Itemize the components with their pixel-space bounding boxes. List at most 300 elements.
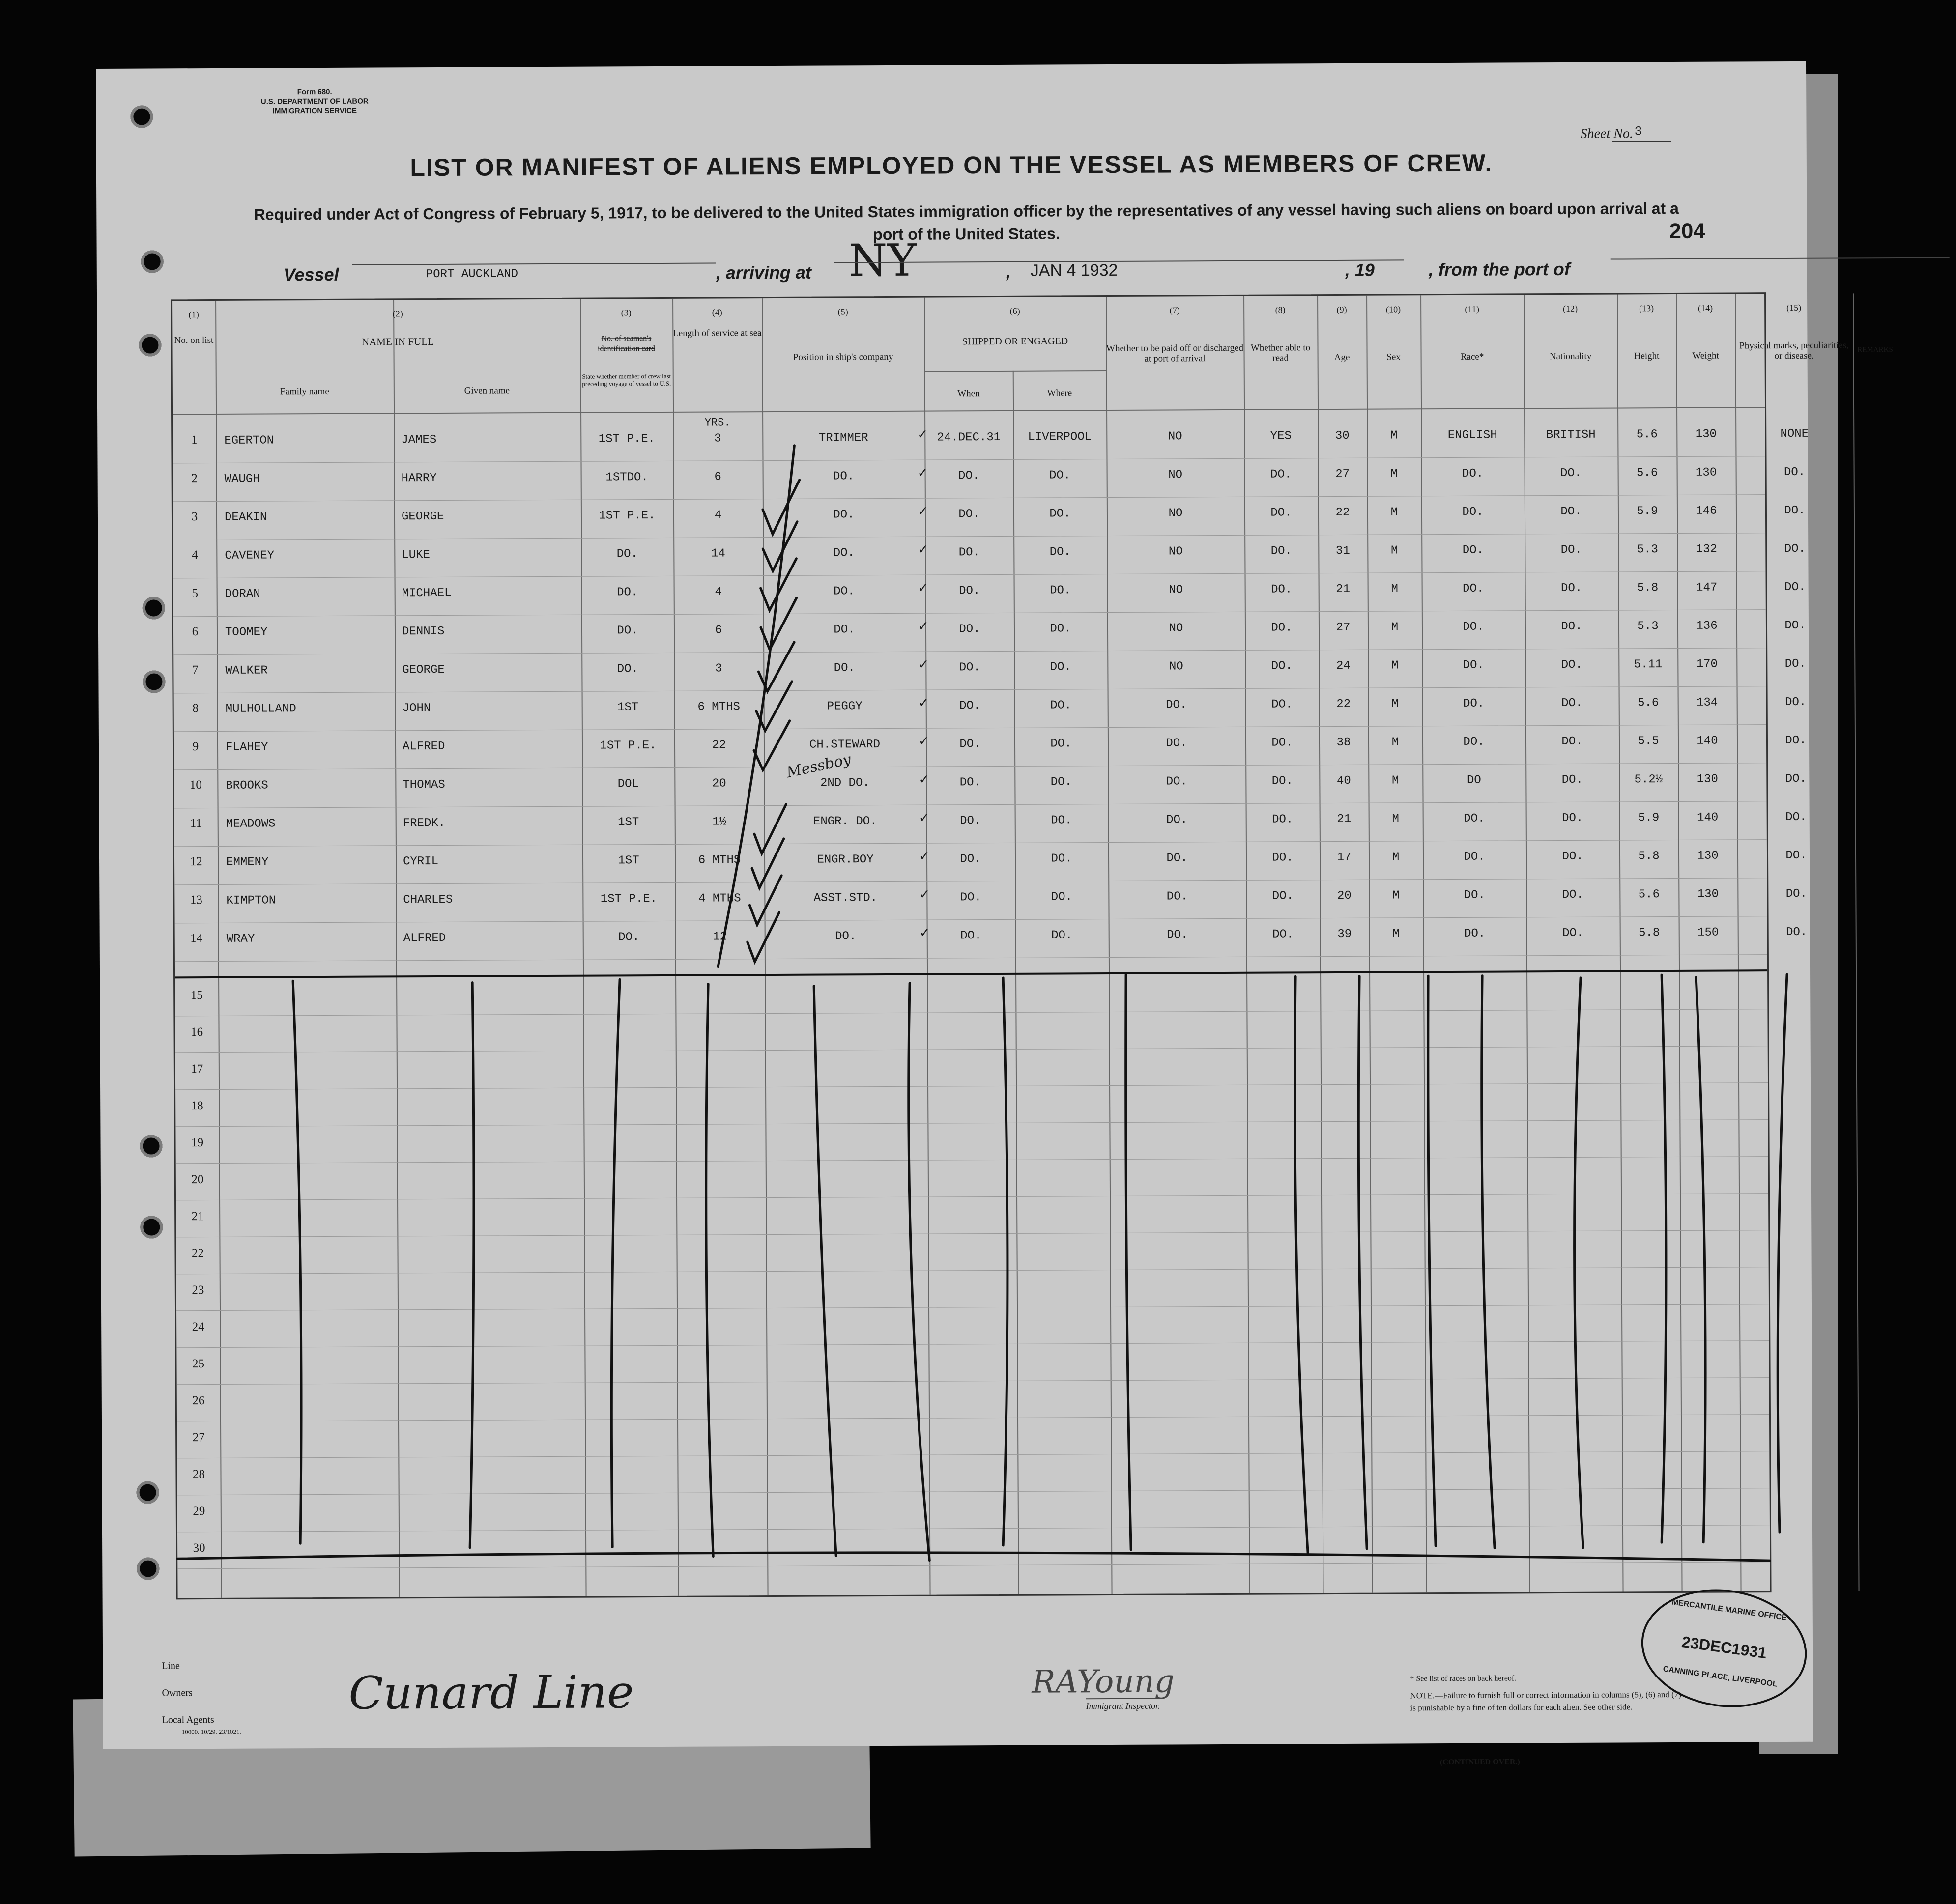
manifest-footer (162, 1634, 1784, 1767)
cell-age: 20 (1337, 889, 1352, 903)
stamp-date: 23DEC1931 (1680, 1633, 1768, 1662)
row-number: 8 (192, 702, 199, 715)
cell-sex: M (1391, 659, 1399, 673)
cell-where: LIVERPOOL (1028, 430, 1092, 444)
cell-height: 5.2½ (1634, 773, 1663, 787)
cell-height: 5.3 (1637, 620, 1659, 633)
vessel-name: PORT AUCKLAND (426, 267, 518, 282)
row-number: 24 (192, 1320, 204, 1334)
cell-read: DO. (1271, 698, 1293, 711)
cell-age: 40 (1336, 774, 1351, 788)
cell-when: DO. (960, 814, 981, 828)
row-number: 2 (191, 472, 198, 485)
cell-family: WALKER (225, 664, 268, 678)
cell-when: DO. (960, 929, 982, 943)
inspector-signature: RAYoung (1032, 1663, 1175, 1701)
cell-when: DO. (959, 699, 981, 713)
cell-nationality: DO. (1561, 658, 1582, 672)
cell-position: DO. (835, 930, 857, 943)
cell-height: 5.8 (1639, 926, 1660, 940)
cell-position: DO. (834, 661, 856, 675)
cell-read: DO. (1271, 621, 1293, 635)
cell-height: 5.9 (1637, 505, 1658, 518)
row-number: 5 (192, 587, 198, 600)
cell-age: 22 (1335, 506, 1350, 520)
cell-sex: M (1391, 697, 1399, 711)
header-paid-off: Whether to be paid off or discharged at port of arrival (1106, 342, 1244, 364)
row-number: 26 (192, 1394, 205, 1408)
header-remarks: REMARKS (1857, 346, 1893, 354)
cell-family: FLAHEY (225, 740, 268, 754)
year-label: , 19 (1345, 259, 1375, 280)
check-mark: ✓ (918, 657, 929, 672)
cell-nationality: DO. (1561, 773, 1583, 787)
cell-sex: M (1392, 889, 1400, 903)
column-number: (9) (1336, 304, 1347, 314)
cell-nationality: DO. (1560, 543, 1582, 557)
header-name-in-full: NAME IN FULL (361, 336, 434, 348)
cell-height: 5.8 (1637, 581, 1659, 595)
service-label: IMMIGRATION SERVICE (272, 106, 357, 115)
cell-paid: DO. (1166, 698, 1187, 712)
vessel-line: Vessel PORT AUCKLAND , arriving at NY , JAN 4 1932 , 19 , from the port of (284, 258, 1758, 294)
cell-read: YES (1270, 429, 1292, 443)
cell-position: ENGR.BOY (817, 853, 874, 867)
cell-age: 17 (1337, 851, 1352, 864)
cell-race: DO. (1463, 735, 1485, 749)
punch-hole (140, 1135, 162, 1157)
cell-position: PEGGY (827, 700, 863, 713)
cell-sex: M (1392, 774, 1399, 788)
form-serial-number: 204 (1669, 219, 1706, 244)
cell-weight: 147 (1696, 581, 1718, 595)
cell-age: 22 (1336, 697, 1351, 711)
cell-where: DO. (1049, 507, 1071, 521)
cell-nationality: DO. (1562, 811, 1583, 825)
cell-nationality: DO. (1561, 696, 1583, 710)
cell-given: HARRY (401, 471, 437, 485)
local-agents-label: Local Agents (162, 1714, 214, 1726)
cell-given: JOHN (402, 702, 431, 715)
row-number: 7 (192, 663, 199, 677)
page-title: LIST OR MANIFEST OF ALIENS EMPLOYED ON THE VESSEL AS MEMBERS OF CREW. (410, 149, 1493, 182)
cell-paid: NO (1168, 430, 1182, 444)
cell-race: DO. (1464, 850, 1485, 864)
handwritten-messboy: Messboy (785, 750, 853, 782)
cell-given: MICHAEL (402, 586, 452, 600)
cell-crew: DO. (616, 586, 638, 599)
cell-read: DO. (1270, 583, 1293, 597)
column-number: (13) (1639, 303, 1654, 313)
cell-service: 12 (713, 930, 727, 944)
arriving-port-handwritten: NY (848, 234, 917, 287)
header-position: Position in ship's company (793, 351, 893, 363)
owners-signature: Cunard Line (348, 1666, 634, 1720)
cell-race: ENGLISH (1447, 428, 1497, 443)
arrival-date: JAN 4 1932 (1030, 260, 1118, 280)
cell-nationality: DO. (1562, 926, 1584, 940)
cell-height: 5.6 (1636, 466, 1658, 480)
row-number: 16 (190, 1025, 203, 1039)
row-number: 11 (190, 817, 202, 830)
cell-height: 5.6 (1638, 888, 1660, 902)
cell-paid: NO (1168, 468, 1183, 482)
cell-read: DO. (1270, 468, 1292, 482)
cell-service: 6 MTHS (697, 700, 740, 714)
header-weight: Weight (1692, 350, 1719, 361)
cell-age: 21 (1337, 812, 1352, 826)
column-number: (8) (1275, 305, 1286, 315)
check-mark: ✓ (918, 580, 929, 595)
cell-sex: M (1392, 927, 1400, 941)
cell-given: THOMAS (403, 778, 445, 792)
cell-age: 38 (1336, 736, 1351, 749)
sheet-number-underline (1612, 141, 1671, 142)
check-mark: ✓ (919, 925, 930, 940)
cell-race: DO. (1463, 658, 1484, 672)
cell-family: DORAN (225, 587, 260, 601)
cell-paid: DO. (1166, 775, 1188, 789)
cell-weight: 130 (1697, 887, 1719, 901)
check-mark: ✓ (918, 695, 929, 710)
cell-position: DO. (833, 470, 855, 483)
cell-age: 27 (1335, 467, 1350, 482)
department-label: U.S. DEPARTMENT OF LABOR (260, 97, 369, 106)
owners-label: Owners (162, 1687, 193, 1699)
cell-family: DEAKIN (224, 511, 267, 524)
cell-paid: NO (1168, 507, 1183, 520)
cell-crew: 1ST P.E. (598, 432, 655, 446)
cell-physical: DO. (1785, 772, 1807, 786)
row-number: 27 (192, 1431, 205, 1445)
cell-where: DO. (1050, 660, 1072, 674)
cell-given: CYRIL (403, 854, 439, 869)
row-number: 25 (192, 1357, 205, 1371)
form-identifier (243, 87, 386, 115)
cell-when: DO. (958, 469, 980, 483)
cell-age: 24 (1336, 659, 1351, 673)
vessel-underline (352, 262, 716, 265)
cell-age: 30 (1335, 429, 1350, 443)
punch-hole (139, 334, 161, 356)
row-number: 9 (192, 740, 199, 754)
check-mark: ✓ (917, 427, 928, 442)
cell-where: DO. (1051, 852, 1072, 866)
row-number: 20 (191, 1173, 204, 1187)
row-number: 30 (193, 1541, 205, 1555)
cell-weight: 132 (1696, 542, 1717, 556)
cell-service: 22 (712, 739, 726, 752)
cell-weight: 146 (1696, 504, 1717, 518)
cell-height: 5.6 (1637, 696, 1659, 710)
row-number: 13 (190, 893, 202, 907)
column-number: (4) (712, 307, 722, 317)
cell-physical: DO. (1784, 657, 1806, 671)
cell-family: BROOKS (226, 779, 268, 793)
cell-when: DO. (959, 776, 981, 790)
cell-weight: 140 (1697, 811, 1719, 824)
cell-physical: NONE (1780, 427, 1809, 441)
column-number: (12) (1563, 303, 1578, 313)
header-state-whether: State whether member of crew last preceding voyage of vessel to U.S. (582, 372, 671, 388)
cell-crew: DO. (617, 662, 639, 676)
sheet-number-value: 3 (1634, 124, 1642, 139)
row-number: 29 (193, 1505, 205, 1518)
cell-race: DO. (1464, 927, 1486, 940)
cell-position: CH.STEWARD (809, 738, 881, 752)
cell-paid: NO (1169, 583, 1183, 597)
cell-when: DO. (960, 891, 982, 905)
cell-nationality: DO. (1561, 620, 1582, 634)
row-number: 15 (190, 989, 203, 1002)
column-number: (15) (1786, 302, 1802, 313)
cell-crew: 1ST (618, 816, 639, 829)
cell-family: KIMPTON (226, 894, 276, 908)
header-sex: Sex (1386, 352, 1401, 363)
cell-service: 14 (711, 547, 725, 561)
cell-service: 1½ (712, 815, 727, 829)
cell-crew: DO. (618, 931, 640, 944)
cell-nationality: DO. (1562, 888, 1584, 902)
check-mark: ✓ (919, 849, 930, 863)
cell-sex: M (1391, 621, 1399, 634)
cell-read: DO. (1272, 928, 1294, 941)
row-number: 1 (191, 433, 198, 447)
cell-where: DO. (1049, 545, 1071, 559)
cell-age: 27 (1336, 621, 1351, 634)
cell-height: 5.3 (1637, 543, 1658, 557)
arrival-underline (834, 259, 1404, 263)
row-number: 6 (192, 625, 199, 639)
cell-family: MULHOLLAND (225, 702, 296, 716)
header-no-on-list: No. on list (174, 335, 214, 346)
form-number-label: Form 680. (297, 87, 332, 97)
row-number: 12 (190, 855, 202, 869)
cell-crew: 1ST (618, 854, 639, 868)
cell-position: ASST.STD. (813, 891, 878, 905)
header-able-to-read: Whether able to read (1250, 342, 1311, 364)
cell-race: DO. (1463, 697, 1485, 710)
cell-sex: M (1392, 851, 1400, 864)
arriving-label: , arriving at (716, 262, 811, 283)
cell-service: 3 (714, 432, 721, 446)
vessel-label: Vessel (283, 264, 339, 285)
cell-position: 2ND DO. (820, 776, 870, 790)
check-mark: ✓ (917, 504, 928, 518)
row-number: 23 (192, 1283, 204, 1297)
cell-physical: DO. (1784, 695, 1807, 710)
cell-position: DO. (834, 623, 855, 637)
cell-family: EGERTON (224, 434, 274, 448)
cell-race: DO. (1464, 812, 1485, 825)
row-number: 14 (190, 932, 203, 945)
cell-crew: DO. (617, 624, 638, 638)
cell-service: 4 (715, 585, 722, 599)
cell-given: JAMES (401, 433, 437, 447)
column-number: (14) (1698, 303, 1713, 313)
check-mark: ✓ (917, 465, 928, 480)
header-physical: Physical marks, peculiarities, or disease. (1739, 340, 1849, 362)
check-mark: ✓ (918, 542, 929, 557)
cell-service: 3 (715, 662, 722, 676)
cell-nationality: DO. (1560, 505, 1582, 519)
cell-when: DO. (959, 738, 981, 751)
stamp-bottom-text: CANNING PLACE, LIVERPOOL (1662, 1665, 1778, 1689)
cell-position: TRIMMER (818, 431, 868, 445)
punch-hole (130, 105, 153, 128)
cell-sex: M (1390, 467, 1398, 481)
cell-read: DO. (1272, 813, 1294, 826)
cell-where: DO. (1050, 737, 1072, 751)
cell-when: DO. (960, 853, 981, 866)
cell-paid: DO. (1166, 852, 1188, 865)
row-number: 19 (191, 1136, 204, 1150)
cell-position: DO. (833, 585, 855, 598)
cell-where: DO. (1049, 469, 1071, 483)
cell-height: 5.8 (1638, 850, 1660, 863)
column-number: (2) (392, 309, 403, 319)
sheet-number-label: Sheet No. (1580, 126, 1633, 142)
cell-position: DO. (833, 546, 855, 560)
cell-when: DO. (959, 623, 980, 636)
cell-weight: 150 (1697, 926, 1719, 939)
continued-over: (CONTINUED OVER.) (1440, 1758, 1520, 1767)
cell-position: DO. (833, 508, 855, 522)
check-mark: ✓ (919, 810, 930, 825)
cell-paid: DO. (1166, 890, 1188, 904)
cell-nationality: DO. (1560, 581, 1582, 596)
punch-hole (137, 1557, 159, 1580)
cell-physical: DO. (1783, 465, 1806, 480)
cell-read: DO. (1270, 506, 1292, 520)
cell-nationality: BRITISH (1546, 428, 1596, 442)
cell-physical: DO. (1786, 925, 1808, 939)
cell-position: ENGR. DO. (813, 815, 877, 828)
void-strokes (172, 294, 1770, 1598)
cell-where: DO. (1051, 814, 1072, 827)
cell-read: DO. (1271, 659, 1293, 673)
cell-sex: M (1390, 429, 1398, 443)
cell-race: DO. (1463, 620, 1484, 634)
cell-paid: DO. (1166, 737, 1187, 750)
cell-where: DO. (1050, 699, 1072, 712)
cell-crew: 1ST P.E. (600, 892, 658, 906)
cell-service: 6 (715, 624, 722, 637)
cell-where: DO. (1050, 775, 1072, 789)
cell-weight: 130 (1697, 772, 1719, 786)
header-height: Height (1634, 351, 1660, 362)
cell-sex: M (1391, 544, 1398, 558)
cell-race: DO. (1462, 582, 1484, 596)
header-given-name: Given name (464, 385, 510, 396)
from-port-label: , from the port of (1428, 258, 1570, 280)
cell-read: DO. (1272, 889, 1294, 903)
cell-when: 24.DEC.31 (937, 430, 1001, 445)
cell-physical: DO. (1784, 619, 1806, 633)
header-when: When (957, 388, 980, 399)
check-mark: ✓ (918, 734, 929, 748)
cell-weight: 130 (1695, 427, 1717, 441)
cell-race: DO. (1462, 505, 1484, 519)
column-number: (5) (837, 307, 848, 317)
cell-paid: NO (1169, 660, 1183, 674)
from-port-underline (1611, 257, 1950, 260)
cell-physical: DO. (1785, 734, 1807, 748)
cell-service: 6 (714, 470, 721, 484)
cell-given: GEORGE (401, 510, 444, 524)
column-number: (6) (1009, 306, 1020, 316)
column-number: (10) (1386, 304, 1401, 314)
cell-crew: 1ST P.E. (600, 739, 657, 753)
cell-given: ALFRED (402, 739, 445, 754)
cell-crew: DO. (616, 547, 638, 561)
cell-read: DO. (1271, 736, 1293, 750)
column-number: (1) (188, 310, 199, 320)
cell-when: DO. (958, 584, 980, 598)
cell-given: LUKE (402, 548, 430, 562)
cell-when: DO. (959, 661, 981, 675)
header-where: Where (1047, 388, 1072, 398)
cell-crew: 1ST P.E. (599, 509, 656, 523)
cell-paid: DO. (1166, 813, 1188, 827)
requirement-text: Required under Act of Congress of February 5, 1917, to be delivered to the United States immigration officer by the representatives of any vessel having such aliens on board upon arrival at a port of the United States. (254, 199, 1679, 244)
row-number: 17 (191, 1062, 203, 1076)
cell-family: TOOMEY (225, 625, 268, 639)
cell-physical: DO. (1785, 887, 1808, 901)
cell-physical: DO. (1784, 504, 1806, 518)
header-race: Race* (1460, 351, 1484, 362)
check-mark: ✓ (918, 619, 929, 633)
header-length-service: Length of service at sea (673, 328, 762, 339)
cell-service: 6 MTHS (698, 853, 741, 867)
cell-age: 39 (1337, 927, 1352, 941)
column-number: (7) (1169, 305, 1180, 315)
cell-paid: NO (1168, 545, 1183, 559)
punch-hole (140, 1216, 163, 1238)
cell-where: DO. (1051, 890, 1073, 904)
cell-height: 5.6 (1636, 428, 1658, 442)
cell-age: 21 (1336, 582, 1351, 597)
punch-hole (137, 1481, 159, 1504)
cell-crew: DOL (617, 777, 639, 791)
header-nationality: Nationality (1549, 351, 1592, 362)
row-number: 28 (192, 1468, 205, 1481)
cell-height: 5.5 (1638, 735, 1659, 748)
column-number: (3) (621, 308, 632, 318)
row-number: 10 (189, 778, 202, 792)
cell-family: EMMENY (226, 855, 269, 869)
cell-sex: M (1390, 506, 1398, 519)
cell-service: 4 MTHS (698, 892, 741, 906)
cell-family: WAUGH (224, 472, 260, 486)
cell-nationality: DO. (1560, 466, 1582, 481)
cell-crew: 1ST (617, 701, 639, 714)
check-mark: ✓ (919, 887, 930, 902)
cell-physical: DO. (1784, 542, 1806, 556)
cell-paid: DO. (1167, 928, 1188, 942)
cell-given: FREDK. (403, 816, 446, 830)
stamp-top-text: MERCANTILE MARINE OFFICE (1671, 1598, 1787, 1622)
cell-race: DO. (1464, 888, 1486, 902)
cell-weight: 140 (1697, 734, 1718, 748)
punch-hole (143, 670, 165, 693)
cell-weight: 130 (1697, 849, 1719, 863)
line-label: Line (162, 1660, 180, 1672)
crew-manifest-table (171, 292, 1893, 1599)
race-note: * See list of races on back hereof. (1410, 1674, 1517, 1683)
header-family-name: Family name (280, 386, 329, 397)
cell-family: MEADOWS (226, 817, 276, 831)
